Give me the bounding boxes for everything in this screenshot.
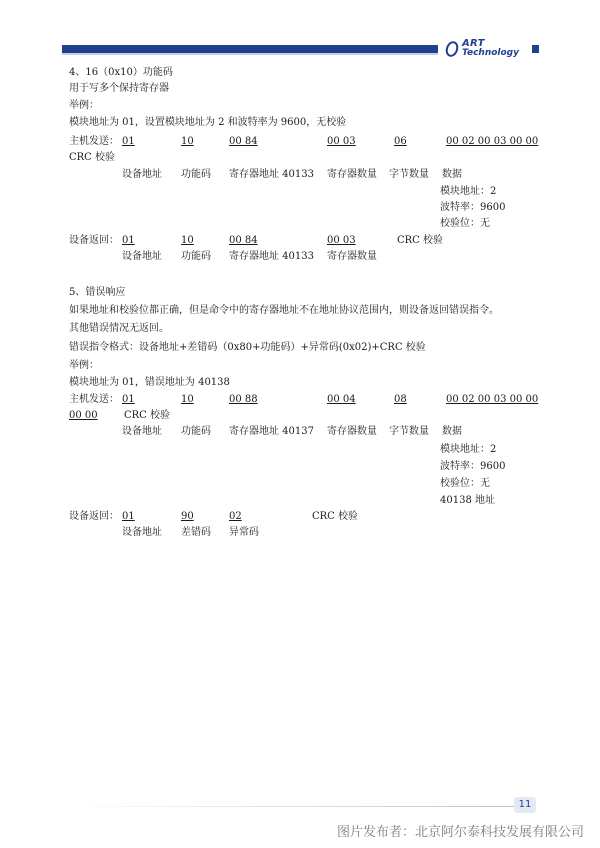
s4-reply-caption-register: 寄存器地址 40133 [229, 251, 314, 262]
s5-reply-crc: CRC 校验 [312, 511, 359, 522]
s4-reply-caption-address: 设备地址 [122, 251, 162, 262]
s5-send-caption-count: 寄存器数量 [327, 426, 377, 437]
s5-send-caption-address: 设备地址 [122, 426, 162, 437]
s4-reply-caption-count: 寄存器数量 [327, 251, 377, 262]
header-bar [62, 45, 438, 53]
s5-send-field-data: 00 02 00 03 00 00 [446, 394, 539, 405]
s5-send-field-bytes: 08 [394, 394, 407, 405]
s4-send-caption-bytes: 字节数量 [389, 169, 429, 180]
s5-reply-caption-error: 差错码 [181, 527, 211, 538]
section5-example-text: 模块地址为 01，错误地址为 40138 [69, 377, 230, 388]
s5-data-note-register: 40138 地址 [440, 495, 495, 506]
s4-send-field-count: 00 03 [327, 136, 356, 147]
section5-title: 5、错误响应 [69, 287, 126, 298]
footer-divider [62, 806, 516, 807]
s4-send-caption-count: 寄存器数量 [327, 169, 377, 180]
s4-reply-field-count: 00 03 [327, 235, 356, 246]
s4-send-caption-register: 寄存器地址 40133 [229, 169, 314, 180]
s5-reply-label: 设备返回： [69, 511, 119, 522]
s4-send-field-address: 01 [122, 136, 135, 147]
section4-example-text: 模块地址为 01，设置模块地址为 2 和波特率为 9600，无校验 [69, 117, 347, 128]
s4-reply-field-register: 00 84 [229, 235, 258, 246]
s4-send-crc: CRC 校验 [69, 152, 116, 163]
s4-send-label: 主机发送： [69, 136, 119, 147]
s4-send-field-data: 00 02 00 03 00 00 [446, 136, 539, 147]
section4-example-label: 举例： [69, 100, 99, 111]
section5-example-label: 举例： [69, 360, 99, 371]
s5-send-label: 主机发送： [69, 394, 119, 405]
s5-reply-field-error: 90 [181, 511, 194, 522]
section5-description-2: 其他错误情况无返回。 [69, 323, 169, 334]
s4-send-caption-function: 功能码 [181, 169, 211, 180]
section5-format: 错误指令格式：设备地址+差错码（0x80+功能码）+异常码(0x02)+CRC 校验 [69, 342, 426, 353]
s4-send-caption-address: 设备地址 [122, 169, 162, 180]
s5-send-crc: CRC 校验 [124, 410, 171, 421]
s4-reply-caption-function: 功能码 [181, 251, 211, 262]
s5-send-caption-data: 数据 [442, 426, 462, 437]
header-underline [62, 53, 438, 55]
s4-send-field-function: 10 [181, 136, 194, 147]
s5-reply-field-address: 01 [122, 511, 135, 522]
s4-reply-crc: CRC 校验 [397, 235, 444, 246]
s5-reply-field-exception: 02 [229, 511, 242, 522]
section5-description-1: 如果地址和校验位都正确，但是命令中的寄存器地址不在地址协议范围内，则设备返回错误指令。 [69, 305, 499, 316]
logo-text-art: ART [462, 38, 485, 49]
art-technology-logo [446, 37, 530, 61]
s5-send-field-register: 00 88 [229, 394, 258, 405]
s5-send-field-count: 00 04 [327, 394, 356, 405]
s5-data-note-baud: 波特率：9600 [440, 461, 506, 472]
section4-title: 4、16（0x10）功能码 [69, 67, 173, 78]
page-number: 11 [514, 797, 536, 813]
logo-swirl-icon [444, 39, 461, 58]
s5-send-caption-bytes: 字节数量 [389, 426, 429, 437]
s5-reply-caption-address: 设备地址 [122, 527, 162, 538]
s5-send-field-data-tail: 00 00 [69, 410, 98, 421]
s5-data-note-address: 模块地址：2 [440, 444, 497, 455]
section4-description: 用于写多个保持寄存器 [69, 83, 169, 94]
s5-data-note-parity: 校验位：无 [440, 478, 490, 489]
s4-data-note-address: 模块地址：2 [440, 186, 497, 197]
logo-text-technology: Technology [462, 48, 519, 58]
s5-send-caption-register: 寄存器地址 40137 [229, 426, 314, 437]
s4-send-field-bytes: 06 [394, 136, 407, 147]
s5-send-field-address: 01 [122, 394, 135, 405]
s4-data-note-parity: 校验位：无 [440, 218, 490, 229]
header-end-block [532, 45, 539, 53]
s5-send-caption-function: 功能码 [181, 426, 211, 437]
s5-send-field-function: 10 [181, 394, 194, 405]
s4-reply-field-address: 01 [122, 235, 135, 246]
s4-data-note-baud: 波特率：9600 [440, 202, 506, 213]
s4-reply-label: 设备返回： [69, 235, 119, 246]
s5-reply-caption-exception: 异常码 [229, 527, 259, 538]
publisher-watermark: 图片发布者：北京阿尔泰科技发展有限公司 [336, 825, 584, 840]
s4-reply-field-function: 10 [181, 235, 194, 246]
s4-send-field-register: 00 84 [229, 136, 258, 147]
s4-send-caption-data: 数据 [442, 169, 462, 180]
